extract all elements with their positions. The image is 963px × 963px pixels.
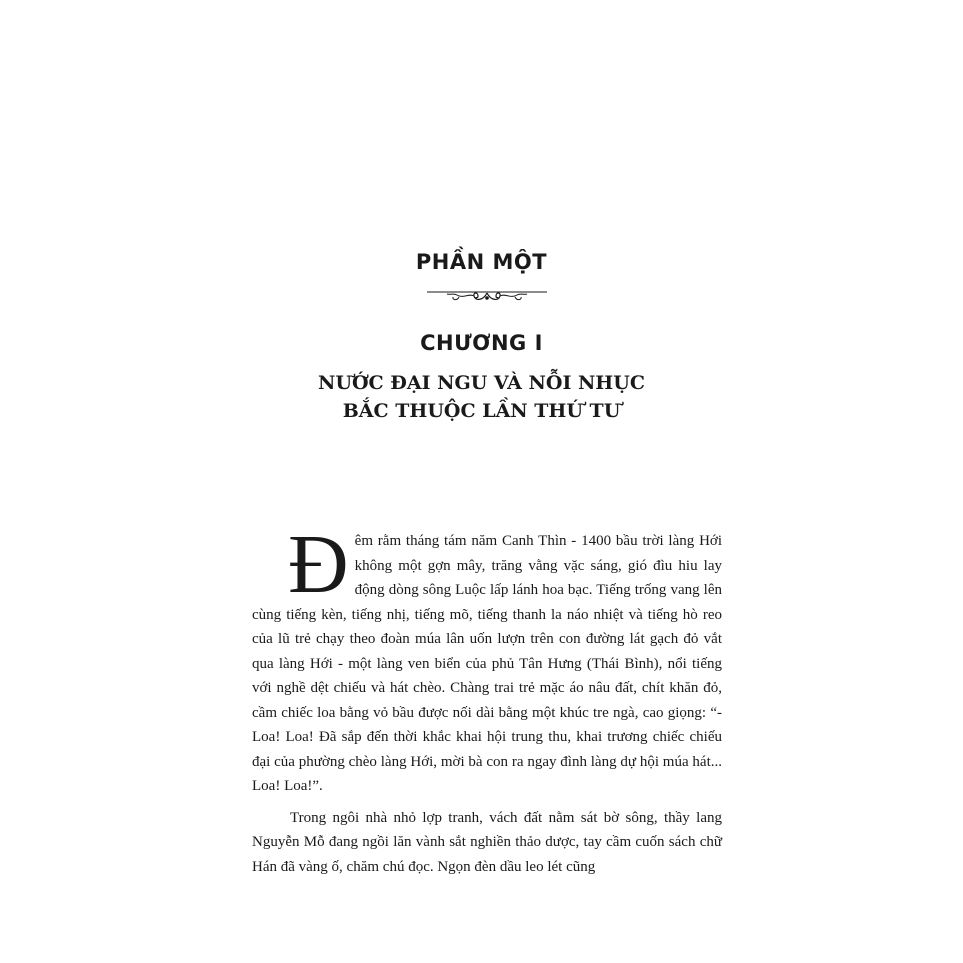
chapter-body bbox=[252, 518, 722, 879]
opening-paragraph bbox=[252, 518, 722, 799]
chapter-subtitle-line-1: NƯỚC ĐẠI NGU VÀ NỖI NHỤC bbox=[318, 372, 645, 394]
second-paragraph: Trong ngôi nhà nhỏ lợp tranh, vách đất nằm sát bờ sông, thầy lang Nguyễn Mỗ đang ngồi lăn vành sắt nghiền thảo dược, tay cầm cuốn sách chữ Hán đã vàng ố, chăm chú đọc. Ngọn đèn dầu leo lét cũng bbox=[252, 809, 722, 875]
opening-paragraph-text: êm rằm tháng tám năm Canh Thìn - 1400 bầu trời làng Hới không một gợn mây, trăng vằng vặc sáng, gió đìu hiu lay động dòng sông Luộc lấp lánh hoa bạc. Tiếng trống vang lên cùng tiếng kèn, tiếng nhị, tiếng mõ, tiếng thanh la náo nhiệt và tiếng hò reo của lũ trẻ chạy theo đoàn múa lân uốn lượn trên con đường lát gạch đỏ vắt qua làng Hới - một làng ven biển của phủ Tân Hưng (Thái Bình), nổi tiếng với nghề dệt chiếu và hát chèo. Chàng trai trẻ mặc áo nâu đất, chít khăn đỏ, cầm chiếc loa bằng vỏ bầu được nối dài bằng một khúc tre ngà, cao giọng: “- Loa! Loa! Đã sắp đến thời khắc khai hội trung thu, khai trương chiếc chiếu đại của phường chèo làng Hới, mời bà con ra ngay đình làng dự hội múa hát... Loa! Loa!”. bbox=[252, 533, 722, 794]
chapter-subtitle bbox=[0, 369, 963, 425]
scroll-flourish-icon bbox=[427, 287, 547, 303]
part-title: PHẦN MỘT bbox=[415, 250, 548, 274]
drop-cap: Đ bbox=[288, 518, 349, 611]
chapter-subtitle-line-2: BẮC THUỘC LẦN THỨ TƯ bbox=[342, 400, 621, 422]
chapter-number: CHƯƠNG I bbox=[420, 331, 543, 355]
